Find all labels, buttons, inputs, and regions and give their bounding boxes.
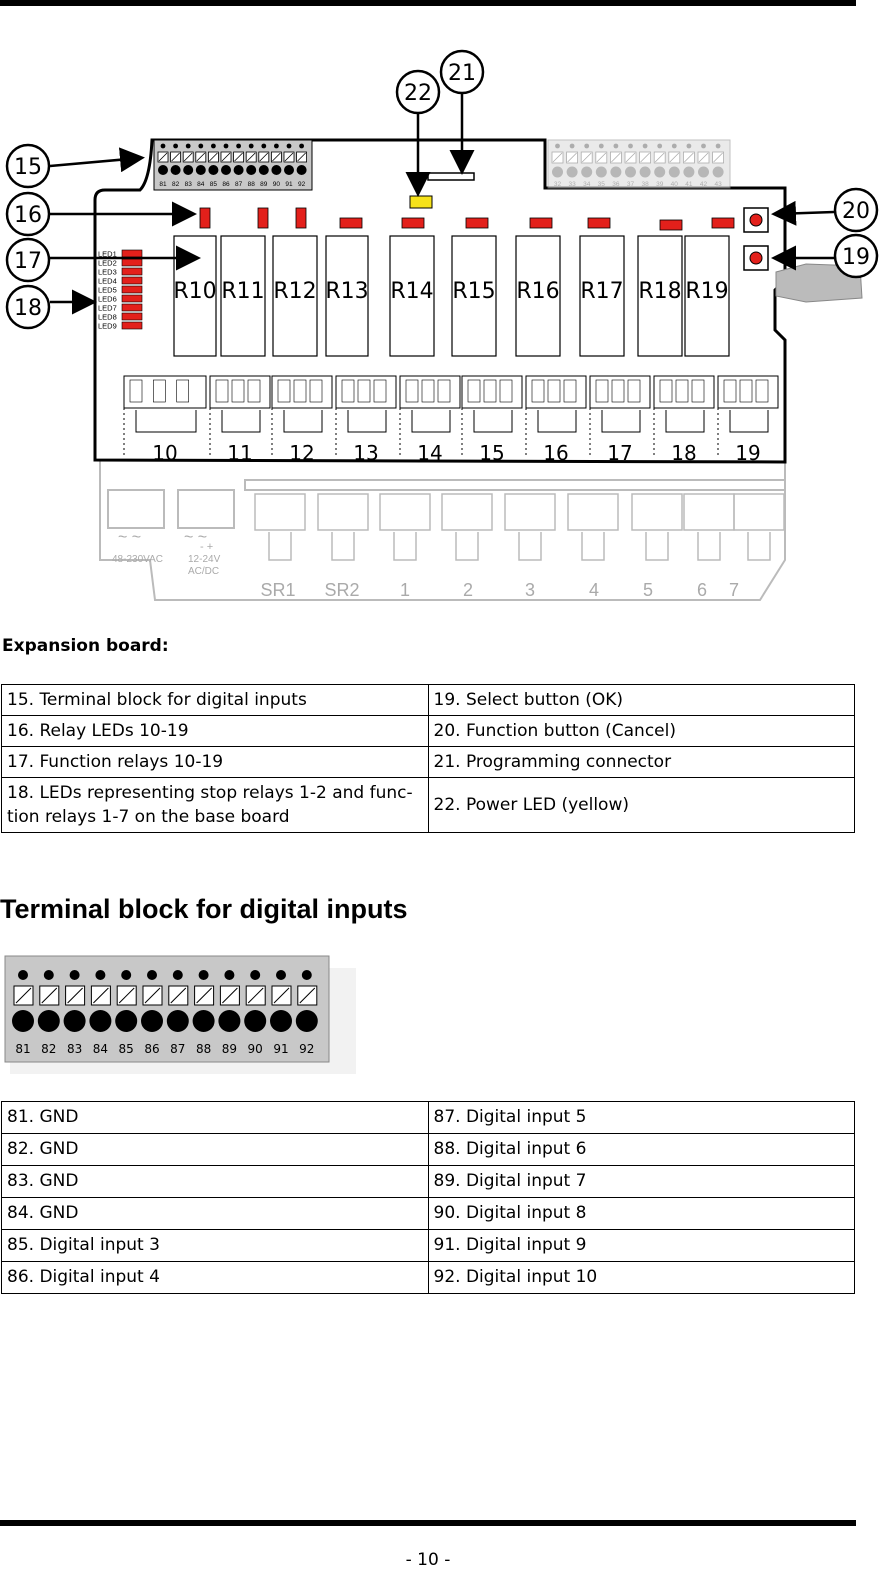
terminal-screw	[64, 1010, 86, 1032]
relay-led	[588, 218, 610, 228]
terminal-label: 81	[15, 1042, 31, 1056]
terminal-screw	[244, 1010, 266, 1032]
callout-number: 20	[842, 199, 870, 224]
relay-led	[296, 208, 306, 228]
terminal-pin	[173, 970, 183, 980]
terminal-label: 36	[612, 181, 620, 188]
terminal-pin	[186, 144, 191, 149]
terminal-label: 90	[272, 181, 281, 188]
led-label: LED7	[98, 303, 117, 313]
terminal-screw	[38, 1010, 60, 1032]
legend-expansion-cell: 17. Function relays 10-19	[2, 747, 429, 778]
legend-terminals-cell: 90. Digital input 8	[428, 1198, 855, 1230]
terminal-pin	[70, 970, 80, 980]
legend-terminals-cell: 81. GND	[2, 1102, 429, 1134]
terminal-screw	[284, 165, 294, 175]
terminal-screw	[567, 167, 578, 178]
relay-number: 14	[417, 441, 443, 465]
terminal-screw	[552, 167, 563, 178]
relay-number: 19	[735, 441, 761, 465]
power-label-right-2: AC/DC	[188, 566, 220, 577]
legend-expansion-cell: 18. LEDs representing stop relays 1-2 and func- tion relays 1-7 on the base board	[2, 778, 429, 833]
relay-label: R11	[221, 279, 265, 304]
terminal-label: 89	[260, 181, 268, 188]
callout-arrow	[50, 158, 140, 166]
base-label: 2	[462, 580, 474, 600]
terminal-label: 91	[273, 1042, 289, 1056]
callout-number: 18	[14, 296, 42, 321]
relay-label: R18	[638, 279, 682, 304]
terminal-label: 88	[195, 1042, 212, 1056]
relay-led	[200, 208, 210, 228]
terminal-label: 83	[184, 181, 192, 188]
base-label: 7	[728, 580, 740, 600]
select-button	[744, 246, 768, 270]
base-led	[122, 286, 142, 293]
relay-number: 17	[607, 441, 633, 465]
terminal-label: 81	[159, 181, 167, 188]
terminal-label: 40	[670, 181, 678, 188]
expansion-board-diagram	[0, 40, 880, 610]
base-label: 6	[696, 580, 708, 600]
terminal-label: 92	[299, 1042, 315, 1056]
led-label: LED9	[98, 321, 117, 331]
terminal-label: 33	[568, 181, 576, 188]
led-label: LED4	[98, 276, 117, 286]
terminal-screw	[296, 1010, 318, 1032]
terminal-screw	[196, 165, 206, 175]
relay-label: R16	[516, 279, 560, 304]
legend-terminals-row	[2, 1134, 855, 1166]
terminal-pin	[199, 970, 209, 980]
relay-number: 12	[289, 441, 315, 465]
base-led	[122, 295, 142, 302]
terminal-label: 42	[699, 181, 708, 188]
relay-led	[340, 218, 362, 228]
terminal-pin	[302, 970, 312, 980]
base-label: 4	[588, 580, 600, 600]
terminal-screw	[12, 1010, 34, 1032]
terminal-pin	[299, 144, 304, 149]
base-label: SR1	[260, 580, 296, 600]
terminal-pin	[261, 144, 266, 149]
base-terminal	[380, 494, 430, 530]
power-label-right-1: 12-24V	[188, 554, 221, 565]
legend-expansion-row	[2, 716, 855, 747]
terminal-pin	[276, 970, 286, 980]
base-terminal	[255, 494, 305, 530]
relay-label: R14	[390, 279, 434, 304]
base-terminal	[318, 494, 368, 530]
callout-number: 17	[14, 249, 42, 274]
terminal-screw	[596, 167, 607, 178]
base-terminal	[568, 494, 618, 530]
relay-label: R19	[685, 279, 729, 304]
top-terminal-block	[154, 140, 312, 190]
terminal-screw	[246, 165, 256, 175]
page-number: - 10 -	[405, 1550, 451, 1570]
legend-terminals-cell: 86. Digital input 4	[2, 1262, 429, 1294]
led-label: LED8	[98, 312, 117, 322]
base-terminal	[734, 494, 784, 530]
base-led	[122, 313, 142, 320]
terminal-screw	[698, 167, 709, 178]
terminal-pin	[224, 144, 229, 149]
terminal-screw	[713, 167, 724, 178]
terminal-pin	[147, 970, 157, 980]
terminal-screw	[89, 1010, 111, 1032]
terminal-screw	[683, 167, 694, 178]
base-led	[122, 277, 142, 284]
terminal-screw	[171, 165, 181, 175]
relay-led	[530, 218, 552, 228]
callout-number: 21	[448, 61, 476, 86]
terminal-screw	[234, 165, 244, 175]
terminal-screw	[640, 167, 651, 178]
terminal-pin	[161, 144, 166, 149]
terminal-pin	[287, 144, 292, 149]
legend-terminals-cell: 91. Digital input 9	[428, 1230, 855, 1262]
legend-terminals-cell: 89. Digital input 7	[428, 1166, 855, 1198]
relay-number: 11	[227, 441, 253, 465]
base-led	[122, 304, 142, 311]
relay-led	[258, 208, 268, 228]
terminal-pin	[211, 144, 216, 149]
terminal-label: 86	[222, 181, 230, 188]
terminal-label: 85	[209, 181, 218, 188]
terminal-label: 87	[170, 1042, 186, 1056]
terminal-pin	[121, 970, 131, 980]
terminal-screw	[218, 1010, 240, 1032]
terminal-label: 37	[626, 181, 635, 188]
base-terminal	[442, 494, 492, 530]
terminal-label: 39	[656, 181, 664, 188]
terminal-screw	[115, 1010, 137, 1032]
section-label: Expansion board:	[2, 636, 169, 656]
legend-expansion-cell: 15. Terminal block for digital inputs	[2, 685, 429, 716]
legend-terminals-cell: 83. GND	[2, 1166, 429, 1198]
legend-terminals-cell: 84. GND	[2, 1198, 429, 1230]
relay-led	[660, 220, 682, 230]
legend-expansion-cell: 21. Programming connector	[428, 747, 855, 778]
relay-led	[712, 218, 734, 228]
terminal-label: 91	[285, 181, 293, 188]
callout-number: 16	[14, 203, 42, 228]
terminal-label: 32	[553, 181, 562, 188]
terminal-label: 41	[685, 181, 693, 188]
power-led	[410, 196, 432, 208]
relay-number: 10	[152, 441, 178, 465]
terminal-label: 84	[197, 181, 205, 188]
legend-terminals-row	[2, 1102, 855, 1134]
legend-expansion-cell: 16. Relay LEDs 10-19	[2, 716, 429, 747]
relay-number: 13	[353, 441, 379, 465]
terminal-label: 88	[247, 181, 255, 188]
legend-terminals-cell: 88. Digital input 6	[428, 1134, 855, 1166]
terminal-pin	[236, 144, 241, 149]
terminal-label: 90	[247, 1042, 263, 1056]
terminal-screw	[208, 165, 218, 175]
ac-symbol-left: ~ ~	[118, 529, 142, 546]
legend-terminals-row	[2, 1198, 855, 1230]
led-label: LED1	[98, 249, 117, 259]
terminal-label: 34	[583, 181, 591, 188]
section-heading: Terminal block for digital inputs	[0, 894, 408, 924]
terminal-legend-table	[1, 1101, 855, 1294]
legend-terminals-cell: 85. Digital input 3	[2, 1230, 429, 1262]
legend-expansion-cell: 20. Function button (Cancel)	[428, 716, 855, 747]
relay-number: 18	[671, 441, 697, 465]
relay-label: R13	[325, 279, 369, 304]
terminal-pin	[249, 144, 254, 149]
terminal-screw	[158, 165, 168, 175]
terminal-label: 82	[41, 1042, 57, 1056]
terminal-pin	[173, 144, 178, 149]
base-label: SR2	[324, 580, 360, 600]
terminal-screw	[625, 167, 636, 178]
terminal-label: 87	[234, 181, 243, 188]
legend-terminals-cell: 87. Digital input 5	[428, 1102, 855, 1134]
led-label: LED3	[98, 267, 117, 277]
legend-expansion-cell: 22. Power LED (yellow)	[428, 778, 855, 833]
terminal-pin	[18, 970, 28, 980]
terminal-screw	[259, 165, 269, 175]
terminal-screw	[193, 1010, 215, 1032]
bottom-rule	[0, 1520, 856, 1526]
terminal-screw	[297, 165, 307, 175]
legend-terminals-row	[2, 1166, 855, 1198]
legend-terminals-cell: 92. Digital input 10	[428, 1262, 855, 1294]
legend-expansion-cell: 19. Select button (OK)	[428, 685, 855, 716]
terminal-label: 85	[118, 1042, 134, 1056]
relay-number: 16	[543, 441, 569, 465]
terminal-label: 84	[92, 1042, 109, 1056]
relay-led	[466, 218, 488, 228]
expansion-legend-table	[1, 684, 855, 833]
relay-led	[402, 218, 424, 228]
top-rule	[0, 0, 856, 6]
legend-terminals-cell: 82. GND	[2, 1134, 429, 1166]
base-terminal	[684, 494, 734, 530]
terminal-screw	[610, 167, 621, 178]
terminal-label: 38	[641, 181, 649, 188]
terminal-label: 86	[144, 1042, 160, 1056]
base-label: 3	[524, 580, 536, 600]
base-led	[122, 322, 142, 329]
relay-label: R17	[580, 279, 624, 304]
function-button	[744, 208, 768, 232]
terminal-screw	[581, 167, 592, 178]
terminal-screw	[221, 165, 231, 175]
terminal-pin	[95, 970, 105, 980]
terminal-label: 89	[221, 1042, 238, 1056]
base-terminal	[632, 494, 682, 530]
dc-sign: - +	[200, 541, 214, 553]
legend-expansion-row	[2, 685, 855, 716]
callout-number: 15	[14, 155, 42, 180]
base-label: 5	[642, 580, 654, 600]
base-led	[122, 259, 142, 266]
programming-connector	[428, 173, 474, 180]
base-label: 1	[399, 580, 411, 600]
terminal-screw	[183, 165, 193, 175]
relay-label: R12	[273, 279, 317, 304]
top-right-terminal-block	[548, 140, 730, 188]
terminal-pin	[44, 970, 54, 980]
led-label: LED2	[98, 258, 117, 268]
legend-terminals-row	[2, 1230, 855, 1262]
led-label: LED6	[98, 294, 117, 304]
terminal-screw	[669, 167, 680, 178]
legend-expansion-row	[2, 747, 855, 778]
terminal-pin	[250, 970, 260, 980]
base-led	[122, 250, 142, 257]
terminal-label: 82	[171, 181, 180, 188]
legend-terminals-row	[2, 1262, 855, 1294]
terminal-screw	[141, 1010, 163, 1032]
terminal-label: 43	[714, 181, 722, 188]
terminal-pin	[224, 970, 234, 980]
callout-number: 22	[404, 81, 432, 106]
relay-label: R10	[173, 279, 217, 304]
terminal-pin	[198, 144, 203, 149]
terminal-label: 83	[66, 1042, 83, 1056]
terminal-pin	[274, 144, 279, 149]
terminal-screw	[167, 1010, 189, 1032]
relay-label: R15	[452, 279, 496, 304]
callout-number: 19	[842, 245, 870, 270]
terminal-label: 35	[597, 181, 605, 188]
terminal-screw	[271, 165, 281, 175]
relay-number: 15	[479, 441, 505, 465]
terminal-screw	[270, 1010, 292, 1032]
base-led	[122, 268, 142, 275]
power-label-left: 48-230VAC	[112, 554, 163, 565]
base-terminal	[505, 494, 555, 530]
terminal-screw	[654, 167, 665, 178]
digital-input-terminal-block	[0, 954, 360, 1074]
led-label: LED5	[98, 285, 117, 295]
legend-expansion-row	[2, 778, 855, 833]
ac-symbol-right: ~ ~	[184, 529, 208, 546]
terminal-label: 92	[297, 181, 306, 188]
